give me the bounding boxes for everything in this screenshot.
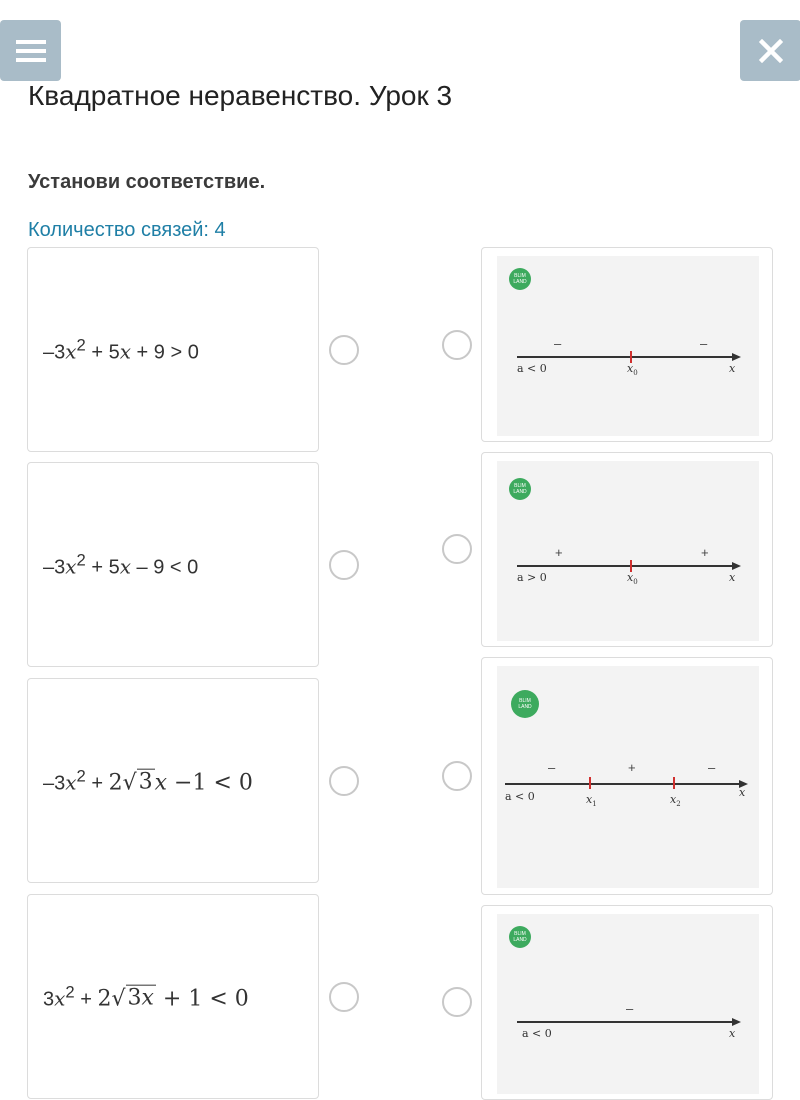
left-item-1[interactable] bbox=[27, 247, 319, 452]
right-item-4[interactable] bbox=[481, 905, 773, 1100]
number-line-image: BLIM LAND – – a < 0 $x_0$ x bbox=[497, 256, 759, 436]
left-item-4[interactable] bbox=[27, 894, 319, 1099]
hamburger-menu-icon bbox=[16, 39, 46, 63]
expression: $-3x^2 + 5x + 9 > 0$ bbox=[43, 335, 199, 363]
number-line-image: BLIM LAND – a < 0 x bbox=[497, 914, 759, 1094]
blimland-logo: BLIM LAND bbox=[509, 926, 531, 948]
right-item-2[interactable] bbox=[481, 452, 773, 647]
right-radio-2[interactable] bbox=[442, 534, 472, 564]
axis-arrow-icon bbox=[732, 562, 741, 570]
number-axis bbox=[517, 356, 733, 358]
left-radio-1[interactable] bbox=[329, 335, 359, 365]
task-instruction: Установи соответствие. bbox=[28, 171, 266, 193]
left-radio-4[interactable] bbox=[329, 982, 359, 1012]
right-radio-1[interactable] bbox=[442, 330, 472, 360]
menu-button[interactable] bbox=[0, 20, 61, 81]
expression: $-3x^2 + 5x - 9 < 0$ bbox=[43, 550, 199, 578]
number-line-image: BLIM LAND + + a > 0 $x_0$ x bbox=[497, 461, 759, 641]
blimland-logo: BLIM LAND bbox=[511, 690, 539, 718]
root-tick bbox=[673, 777, 675, 789]
number-axis bbox=[517, 1021, 733, 1023]
number-line-image: BLIM LAND – + – a < 0 $x_1$ $x_2$ x bbox=[497, 666, 759, 888]
left-radio-2[interactable] bbox=[329, 550, 359, 580]
blimland-logo: BLIM LAND bbox=[509, 478, 531, 500]
axis-arrow-icon bbox=[732, 1018, 741, 1026]
axis-arrow-icon bbox=[732, 353, 741, 361]
root-tick bbox=[589, 777, 591, 789]
expression: $-3x^2 + 2√3x -1 < 0$ bbox=[43, 766, 253, 795]
number-axis bbox=[517, 565, 733, 567]
right-radio-3[interactable] bbox=[442, 761, 472, 791]
right-item-1[interactable] bbox=[481, 247, 773, 442]
connections-count: Количество связей: 4 bbox=[28, 219, 226, 241]
page-title: Квадратное неравенство. Урок 3 bbox=[28, 80, 453, 111]
left-item-3[interactable] bbox=[27, 678, 319, 883]
right-item-3[interactable] bbox=[481, 657, 773, 895]
close-x-icon bbox=[759, 39, 783, 63]
expression: $3x^2 + 2√3x + 1 < 0$ bbox=[43, 982, 249, 1011]
number-axis bbox=[505, 783, 740, 785]
close-button[interactable] bbox=[740, 20, 800, 81]
left-radio-3[interactable] bbox=[329, 766, 359, 796]
blimland-logo: BLIM LAND bbox=[509, 268, 531, 290]
right-radio-4[interactable] bbox=[442, 987, 472, 1017]
left-item-2[interactable] bbox=[27, 462, 319, 667]
